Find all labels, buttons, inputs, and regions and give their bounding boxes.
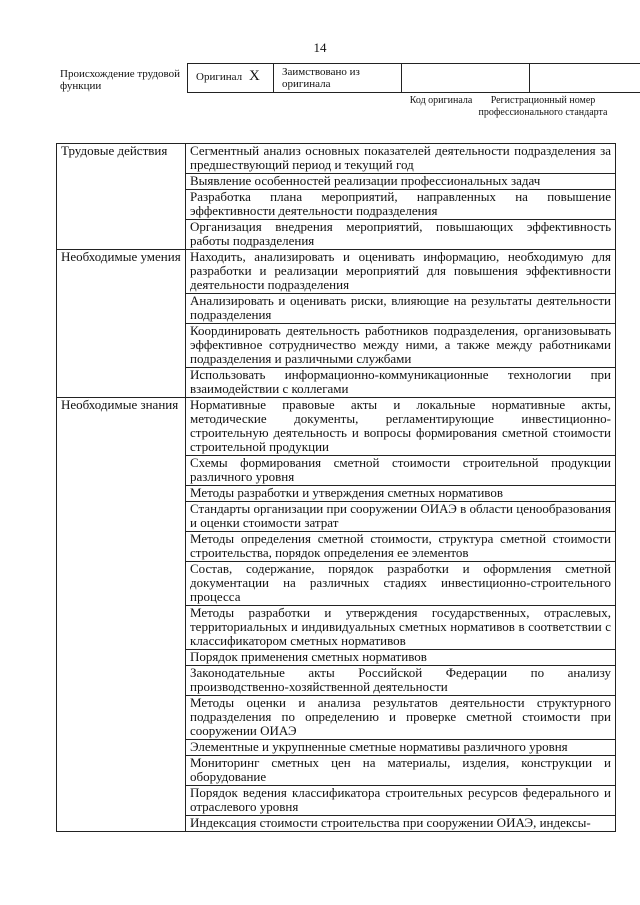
page-number: 14 xyxy=(313,40,327,55)
section-item: Стандарты организации при сооружении ОИАЭ в области ценообразования и оценки стоимости затрат xyxy=(186,502,616,532)
section-item: Индексация стоимости строительства при сооружении ОИАЭ, индексы- xyxy=(186,816,616,832)
section-item: Сегментный анализ основных показателей деятельности подразделения за предшествующий период и текущий год xyxy=(186,144,616,174)
section-item: Координировать деятельность работников подразделения, организовывать эффективное сотрудничество между ними, а также между работниками подразделения и различными службами xyxy=(186,324,616,368)
origin-label: Происхождение трудовой функции xyxy=(60,68,181,92)
section-item: Состав, содержание, порядок разработки и оформления сметной документации на различных стадиях инвестиционно-строительного процесса xyxy=(186,562,616,606)
reg-number-cell xyxy=(530,64,640,92)
section-item: Порядок ведения классификатора строительных ресурсов федерального и отраслевого уровня xyxy=(186,786,616,816)
section-item: Элементные и укрупненные сметные нормативы различного уровня xyxy=(186,740,616,756)
section-item: Анализировать и оценивать риски, влияющие на результаты деятельности подразделения xyxy=(186,294,616,324)
section-item: Нормативные правовые акты и локальные нормативные акты, методические документы, регламентирующие инвестиционно-строительную деятельность и вопросы формирования сметной стоимости строительной продукции xyxy=(186,398,616,456)
table-row xyxy=(57,398,616,456)
origin-box xyxy=(187,63,640,93)
section-item: Находить, анализировать и оценивать информацию, необходимую для разработки и реализации мероприятий для повышения эффективности деятельности подразделения xyxy=(186,250,616,294)
section-item: Методы разработки и утверждения государственных, отраслевых, территориальных и индивидуальных сметных нормативов в соответствии с классификатором сметных нормативов xyxy=(186,606,616,650)
section-item: Методы определения сметной стоимости, структура сметной стоимости строительства, порядок определения ее элементов xyxy=(186,532,616,562)
section-item: Методы оценки и анализа результатов деятельности структурного подразделения по определению и проверке сметной стоимости при сооружении ОИАЭ xyxy=(186,696,616,740)
section-item: Использовать информационно-коммуникационные технологии при взаимодействии с коллегами xyxy=(186,368,616,398)
section-item: Законодательные акты Российской Федерации по анализу производственно-хозяйственной деятельности xyxy=(186,666,616,696)
section-title: Необходимые умения xyxy=(57,250,186,398)
section-item: Методы разработки и утверждения сметных нормативов xyxy=(186,486,616,502)
table-row xyxy=(57,250,616,294)
code-cell xyxy=(402,64,530,92)
section-item: Мониторинг сметных цен на материалы, изделия, конструкции и оборудование xyxy=(186,756,616,786)
section-item: Выявление особенностей реализации профессиональных задач xyxy=(186,174,616,190)
borrowed-label: Заимствовано из оригинала xyxy=(282,66,360,90)
borrowed-cell xyxy=(274,64,402,92)
reg-caption: Регистрационный номер профессионального стандарта xyxy=(478,95,608,118)
section-item: Разработка плана мероприятий, направленных на повышение эффективности деятельности подразделения xyxy=(186,190,616,220)
table-row xyxy=(57,144,616,174)
section-item: Порядок применения сметных нормативов xyxy=(186,650,616,666)
section-title: Необходимые знания xyxy=(57,398,186,832)
section-title: Трудовые действия xyxy=(57,144,186,250)
code-caption: Код оригинала xyxy=(409,95,473,106)
section-item: Схемы формирования сметной стоимости строительной продукции различного уровня xyxy=(186,456,616,486)
function-table xyxy=(56,143,616,832)
original-cell xyxy=(188,64,274,92)
section-item: Организация внедрения мероприятий, повышающих эффективность работы подразделения xyxy=(186,220,616,250)
original-label: Оригинал xyxy=(196,71,243,83)
original-mark: X xyxy=(249,68,260,84)
